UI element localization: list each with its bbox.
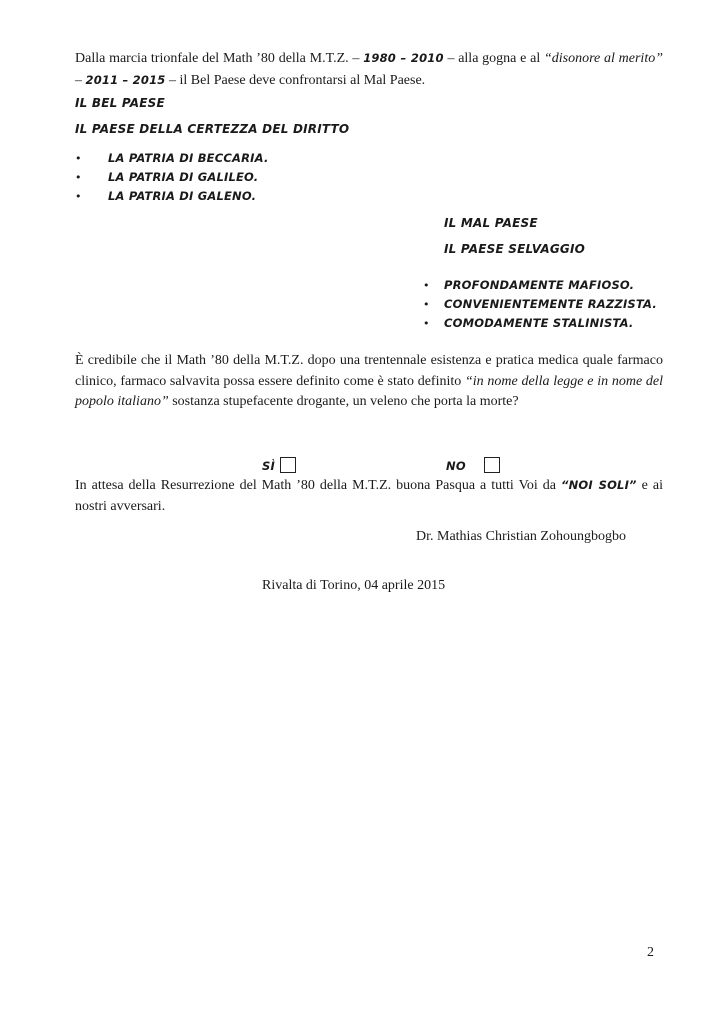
no-checkbox[interactable] bbox=[484, 457, 500, 473]
quote-in-nome-della-legge: “in nome della legge e in nome del popolo italiano” bbox=[75, 373, 663, 409]
bullet-icon: • bbox=[75, 152, 82, 165]
list-item: • LA PATRIA DI GALENO. bbox=[75, 187, 375, 206]
bel-paese-list bbox=[75, 149, 375, 206]
answer-yes-label: SÌ bbox=[262, 459, 275, 473]
question-paragraph: È credibile che il Math ’80 della M.T.Z. dopo una trentennale esistenza e pratica medica quale farmaco clinico, farmaco salvavita possa essere definito come è stato definito “in nome della legge e in nome del popolo italiano” sostanza stupefacente drogante, un veleno che porta la morte? bbox=[75, 353, 663, 409]
mal-paese-title: IL MAL PAESE bbox=[444, 216, 538, 230]
noi-soli-highlight: “NOI SOLI” bbox=[561, 478, 637, 492]
bullet-icon: • bbox=[423, 298, 430, 311]
answer-yes bbox=[262, 457, 296, 475]
bel-paese-title: IL BEL PAESE bbox=[75, 96, 165, 110]
bullet-icon: • bbox=[423, 279, 430, 292]
years-highlight-1: 1980 – 2010 bbox=[363, 51, 444, 65]
quote-disonore: “disonore al merito” bbox=[543, 51, 663, 66]
bullet-icon: • bbox=[423, 317, 430, 330]
mal-paese-list bbox=[423, 276, 683, 333]
bullet-icon: • bbox=[75, 171, 82, 184]
list-item: • PROFONDAMENTE MAFIOSO. bbox=[423, 276, 683, 295]
answer-no bbox=[446, 457, 500, 475]
page-number: 2 bbox=[647, 945, 654, 960]
list-item: • CONVENIENTEMENTE RAZZISTA. bbox=[423, 295, 683, 314]
mal-paese-subtitle: IL PAESE SELVAGGIO bbox=[444, 242, 586, 256]
intro-paragraph: Dalla marcia trionfale del Math ’80 della M.T.Z. – 1980 – 2010 – alla gogna e al “disonore al merito” – 2011 – 2015 – il Bel Paese deve confrontarsi al Mal Paese. bbox=[75, 51, 663, 88]
years-highlight-2: 2011 – 2015 bbox=[85, 72, 166, 87]
bel-paese-subtitle: IL PAESE DELLA CERTEZZA DEL DIRITTO bbox=[75, 122, 350, 136]
bullet-icon: • bbox=[75, 190, 82, 203]
place-date: Rivalta di Torino, 04 aprile 2015 bbox=[262, 578, 446, 593]
signature: Dr. Mathias Christian Zohoungbogbo bbox=[416, 529, 626, 544]
list-item: • LA PATRIA DI GALILEO. bbox=[75, 168, 375, 187]
list-item: • LA PATRIA DI BECCARIA. bbox=[75, 149, 375, 168]
yes-checkbox[interactable] bbox=[280, 457, 296, 473]
answer-no-label: NO bbox=[446, 459, 466, 473]
closing-paragraph: In attesa della Resurrezione del Math ’80 della M.T.Z. buona Pasqua a tutti Voi da “NOI SOLI” e ai nostri avversari. bbox=[75, 478, 663, 514]
list-item: • COMODAMENTE STALINISTA. bbox=[423, 314, 683, 333]
